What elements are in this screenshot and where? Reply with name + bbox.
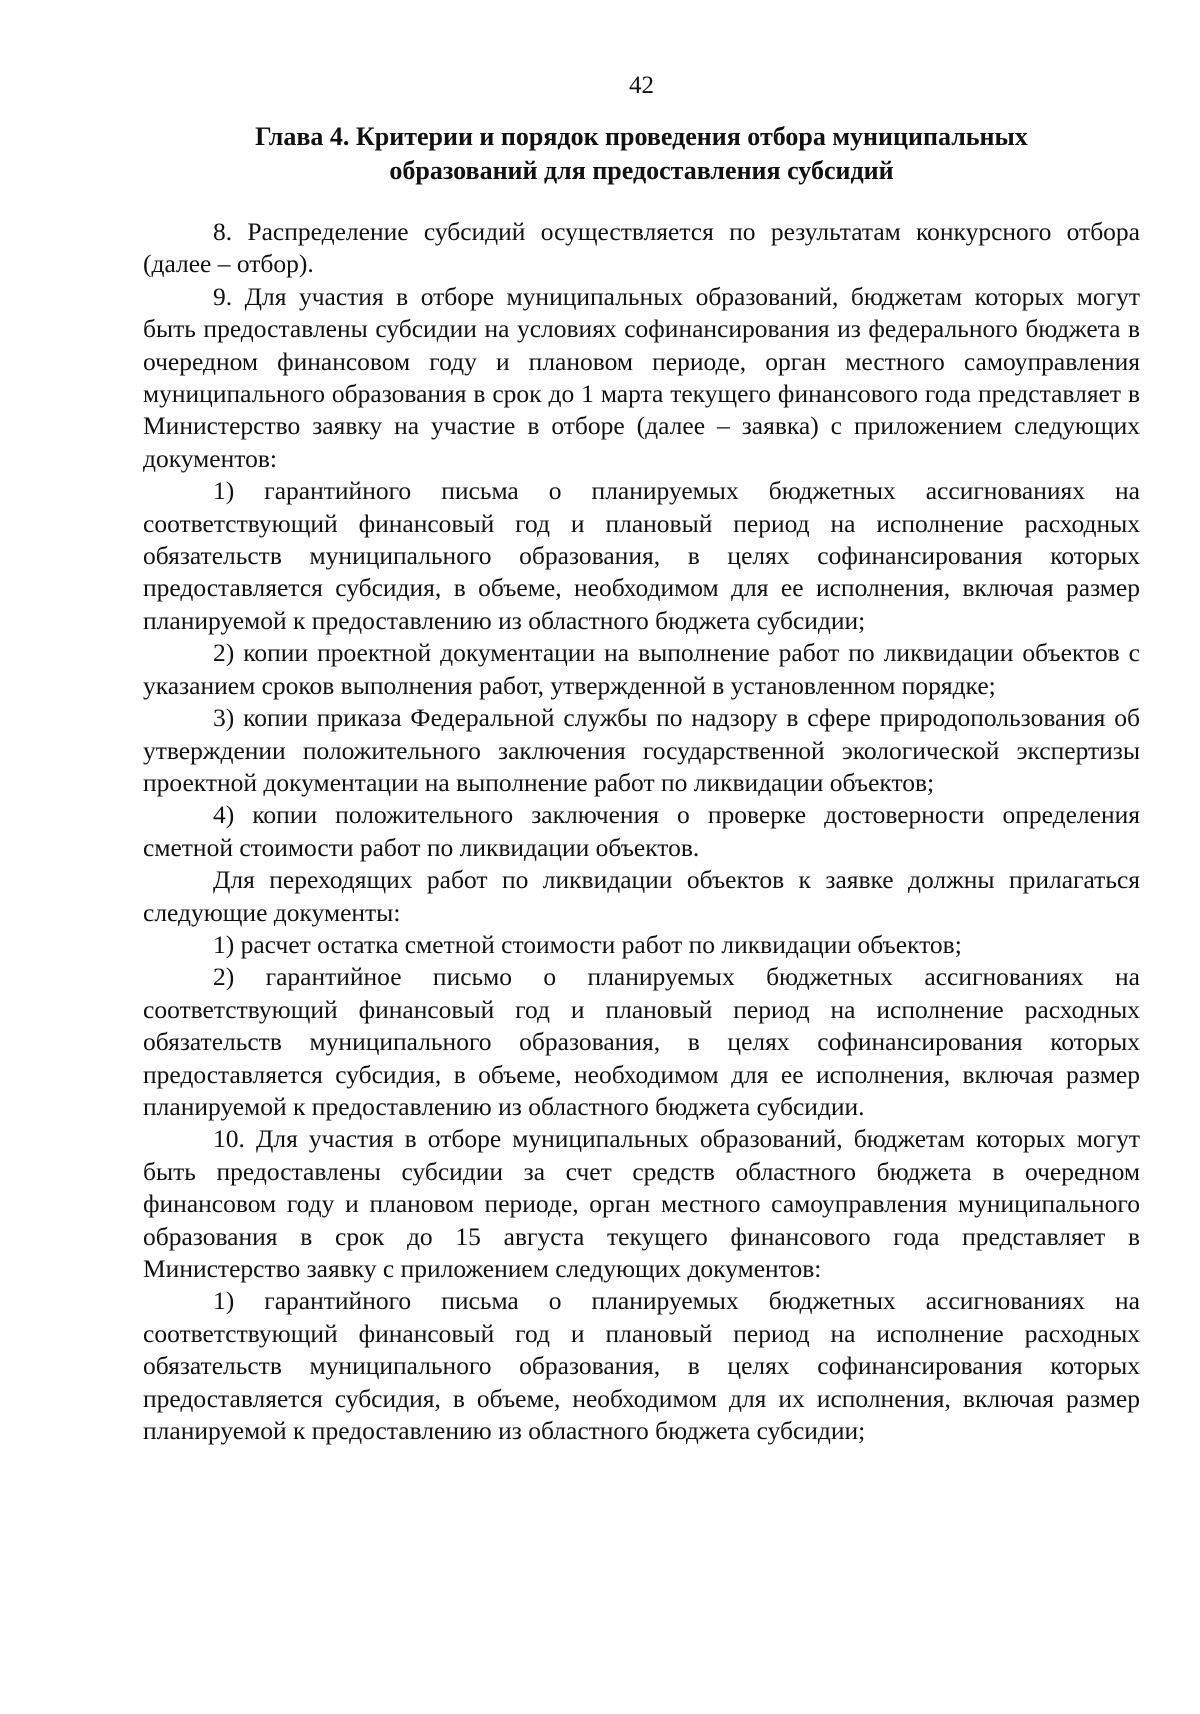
page-number: 42 [629, 72, 654, 99]
paragraph-item-9: 9. Для участия в отборе муниципальных образований, бюджетам которых могут быть предоставлены субсидии на условиях софинансирования из федерального бюджета в очередном финансовом году и плановом периоде, орган местного самоуправления муниципального образования в срок до 1 марта текущего финансового года представляет в Министерство заявку на участие в отборе (далее – заявка) с приложением следующих документов: [143, 281, 1140, 473]
paragraph-item-8: 8. Распределение субсидий осуществляется по результатам конкурсного отбора (далее – отбор). [143, 217, 1140, 279]
paragraph-transitional-works: Для переходящих работ по ликвидации объектов к заявке должны прилагаться следующие документы: [143, 865, 1140, 927]
chapter-title-line-1: Глава 4. Критерии и порядок проведения отбора муниципальных [255, 122, 1028, 151]
document-page [143, 70, 1140, 1447]
paragraph-10-subitem-1: 1) гарантийного письма о планируемых бюджетных ассигнованиях на соответствующий финансовый год и плановый период на исполнение расходных обязательств муниципального образования, в целях софинансирования которых предоставляется субсидия, в объеме, необходимом для их исполнения, включая размер планируемой к предоставлению из областного бюджета субсидии; [143, 1286, 1140, 1446]
paragraph-9-subitem-1: 1) гарантийного письма о планируемых бюджетных ассигнованиях на соответствующий финансовый год и плановый период на исполнение расходных обязательств муниципального образования, в целях софинансирования которых предоставляется субсидия, в объеме, необходимом для ее исполнения, включая размер планируемой к предоставлению из областного бюджета субсидии; [143, 476, 1140, 635]
chapter-title-line-2: образований для предоставления субсидий [389, 156, 894, 185]
paragraph-item-10: 10. Для участия в отборе муниципальных образований, бюджетам которых могут быть предоставлены субсидии за счет средств областного бюджета в очередном финансовом году и плановом периоде, орган местного самоуправления муниципального образования в срок до 15 августа текущего финансового года представляет в Министерство заявку с приложением следующих документов: [143, 1124, 1140, 1283]
chapter-title [143, 120, 1140, 188]
paragraph-transitional-subitem-2: 2) гарантийное письмо о планируемых бюджетных ассигнованиях на соответствующий финансовый год и плановый период на исполнение расходных обязательств муниципального образования, в целях софинансирования которых предоставляется субсидия, в объеме, необходимом для ее исполнения, включая размер планируемой к предоставлению из областного бюджета субсидии. [143, 962, 1140, 1121]
paragraph-9-subitem-2: 2) копии проектной документации на выполнение работ по ликвидации объектов с указанием сроков выполнения работ, утвержденной в установленном порядке; [143, 638, 1140, 700]
paragraph-9-subitem-4: 4) копии положительного заключения о проверке достоверности определения сметной стоимости работ по ликвидации объектов. [143, 800, 1140, 862]
document-body [143, 216, 1140, 1447]
paragraph-9-subitem-3: 3) копии приказа Федеральной службы по надзору в сфере природопользования об утверждении положительного заключения государственной экологической экспертизы проектной документации на выполнение работ по ликвидации объектов; [143, 703, 1140, 797]
paragraph-transitional-subitem-1: 1) расчет остатка сметной стоимости работ по ликвидации объектов; [213, 929, 962, 959]
